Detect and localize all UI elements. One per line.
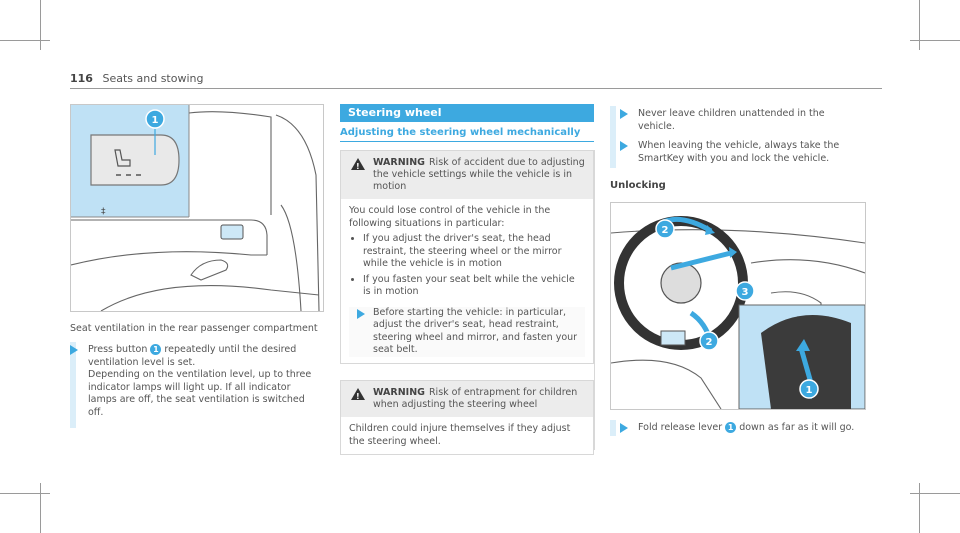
- warning-text: Children could injure themselves if they adjust the steering wheel.: [349, 423, 571, 447]
- warning-body: [341, 199, 593, 363]
- warning-icon-mark: !: [356, 392, 360, 401]
- step-arrow-icon: [357, 309, 365, 319]
- step-arrow-icon: [620, 141, 628, 151]
- instruction-step: [349, 307, 585, 357]
- warning-box-entrapment: [340, 380, 594, 455]
- figure-badge: 2: [661, 225, 669, 236]
- crop-mark: [40, 483, 41, 533]
- warning-body: [341, 417, 593, 454]
- door-panel-illustration: [71, 105, 323, 311]
- warning-header: [341, 151, 593, 199]
- steering-column-illustration: [611, 203, 865, 409]
- subheading: Adjusting the steering wheel mechanically: [340, 127, 581, 138]
- figure-badge: 3: [741, 287, 749, 298]
- figure-badge: 1: [151, 115, 159, 126]
- step-text: Never leave children unattended in the vehicle.: [638, 108, 825, 132]
- crop-mark: [919, 483, 920, 533]
- warning-intro: You could lose control of the vehicle in the following situations in particular:: [349, 205, 551, 229]
- crop-mark: [910, 493, 960, 494]
- crop-mark: [0, 40, 50, 41]
- page-number: 116: [70, 72, 93, 85]
- step-arrow-icon: [620, 423, 628, 433]
- unlocking-heading: Unlocking: [610, 180, 666, 191]
- warning-title: Risk of entrapment for children when adjusting the steering wheel: [373, 387, 578, 410]
- figure-badge: 2: [705, 337, 713, 348]
- instruction-step: [638, 108, 858, 133]
- step-text: repeatedly until the desired ventilation level is set.: [88, 344, 297, 368]
- page-header: [70, 72, 203, 85]
- warning-title: Risk of accident due to adjusting the vehicle settings while the vehicle is in motion: [373, 157, 585, 192]
- svg-text:‡: ‡: [101, 207, 106, 217]
- step-text: Before starting the vehicle: in particular, adjust the driver's seat, head restraint, steering wheel and mirror, and fasten your seat belt.: [373, 306, 578, 355]
- steering-wheel-figure: [610, 202, 866, 410]
- crop-mark: [40, 0, 41, 50]
- column-divider: [594, 150, 595, 450]
- step-detail: Depending on the ventilation level, up to three indicator lamps will light up. If all indicator lamps are off, the seat ventilation is switched off.: [88, 369, 312, 418]
- step-arrow-icon: [70, 345, 78, 355]
- step-text: down as far as it will go.: [739, 422, 855, 433]
- seat-ventilation-figure: [70, 104, 324, 312]
- header-rule: [70, 88, 882, 89]
- warning-list: [349, 233, 585, 299]
- step-text: Press button: [88, 344, 148, 355]
- figure-caption: Seat ventilation in the rear passenger compartment: [70, 323, 318, 334]
- crop-mark: [910, 40, 960, 41]
- list-item: • If you adjust the driver's seat, the head restraint, the steering wheel or the mirror while the vehicle is in motion: [363, 233, 585, 271]
- warning-icon-mark: !: [356, 162, 360, 171]
- figure-badge: 1: [805, 385, 813, 396]
- warning-box-accident: [340, 150, 594, 364]
- button-badge: 1: [150, 344, 161, 355]
- list-item: • If you fasten your seat belt while the vehicle is in motion: [363, 274, 585, 299]
- lever-badge: 1: [725, 422, 736, 433]
- crop-mark: [919, 0, 920, 50]
- section-title: Steering wheel: [340, 104, 594, 122]
- instruction-step: [88, 344, 320, 419]
- step-bar: [610, 420, 616, 436]
- step-bar: [610, 106, 616, 168]
- warning-header: [341, 381, 593, 417]
- warning-label: WARNING: [373, 157, 425, 168]
- warning-label: WARNING: [373, 387, 425, 398]
- step-text: Fold release lever: [638, 422, 723, 433]
- step-text: When leaving the vehicle, always take the SmartKey with you and lock the vehicle.: [638, 140, 840, 164]
- instruction-step: [638, 140, 858, 165]
- section-name: Seats and stowing: [102, 72, 204, 85]
- subheading-rule: [340, 141, 594, 142]
- instruction-step: [638, 422, 864, 435]
- crop-mark: [0, 493, 50, 494]
- step-arrow-icon: [620, 109, 628, 119]
